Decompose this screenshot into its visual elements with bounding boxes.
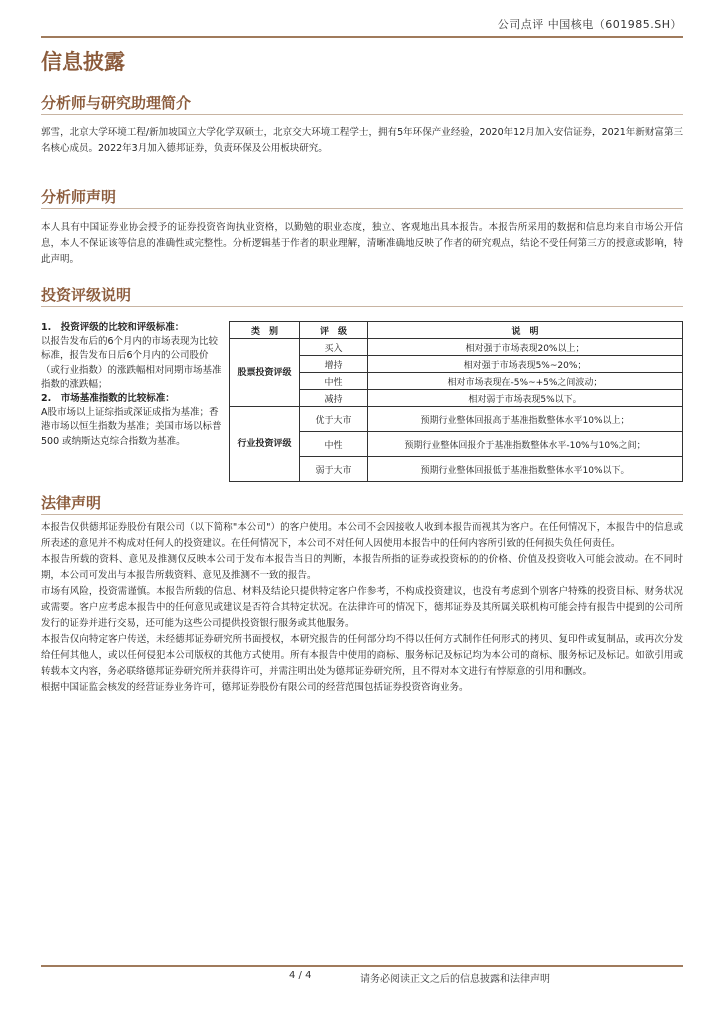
legal-section-divider [41, 514, 683, 515]
stock-rating-group: 股票投资评级 [230, 339, 300, 407]
rating-section-title: 投资评级说明 [41, 286, 132, 304]
rating-level: 优于大市 [300, 407, 368, 432]
footer-divider [41, 965, 683, 967]
legal-paragraph: 本报告所载的资料、意见及推测仅反映本公司于发布本报告当日的判断，本报告所指的证券或投资标的的价格、价值及投资收入可能会波动。在不同时期，本公司可发出与本报告所载资料、意见及推测不一致的报告。 [41, 554, 683, 581]
header-company-ticker: 公司点评 中国核电（601985.SH） [497, 18, 682, 31]
legal-section-title: 法律声明 [41, 494, 102, 512]
industry-rating-group: 行业投资评级 [230, 407, 300, 482]
rating-description: 相对强于市场表现5%~20%； [368, 356, 683, 373]
rating-level: 中性 [300, 373, 368, 390]
rating-criteria-heading-1: 1. 投资评级的比较和评级标准： [41, 322, 185, 333]
legal-paragraph: 本报告仅供德邦证券股份有限公司（以下简称"本公司"）的客户使用。本公司不会因接收人收到本报告而视其为客户。在任何情况下，本报告中的信息或所表述的意见并不构成对任何人的投资建议。在任何情况下，本公司不对任何人因使用本报告中的任何内容所引致的任何损失负任何责任。 [41, 522, 683, 549]
rating-description: 预期行业整体回报低于基准指数整体水平10%以下。 [368, 457, 683, 482]
rating-level: 弱于大市 [300, 457, 368, 482]
statement-section-title: 分析师声明 [41, 188, 117, 206]
rating-description: 预期行业整体回报高于基准指数整体水平10%以上； [368, 407, 683, 432]
legal-paragraph: 本报告仅向特定客户传送，未经德邦证券研究所书面授权，本研究报告的任何部分均不得以任何方式制作任何形式的拷贝、复印件或复制品，或再次分发给任何其他人，或以任何侵犯本公司版权的其他方式使用。所有本报告中使用的商标、服务标记及标记均为本公司的商标、服务标记及标记。如欲引用或转载本文内容，务必联络德邦证券研究所并获得许可，并需注明出处为德邦证券研究所，且不得对本文进行有悖原意的引用和删改。 [41, 634, 683, 677]
rating-description: 相对市场表现在-5%~+5%之间波动； [368, 373, 683, 390]
table-row [230, 407, 683, 432]
statement-section-divider [41, 208, 683, 209]
rating-criteria-text-2: A股市场以上证综指或深证成指为基准；香港市场以恒生指数为基准；美国市场以标普 500 或纳斯达克综合指数为基准。 [41, 407, 222, 447]
rating-criteria [41, 321, 227, 449]
rating-table-header: 评 级 [300, 322, 368, 339]
analyst-section-divider [41, 114, 683, 115]
rating-level: 买入 [300, 339, 368, 356]
legal-body [41, 520, 683, 696]
rating-table [229, 321, 683, 482]
rating-section-divider [41, 306, 683, 307]
rating-table-header: 类 别 [230, 322, 300, 339]
rating-level: 中性 [300, 432, 368, 457]
rating-criteria-text-1: 以报告发布后的6个月内的市场表现为比较标准，报告发布日后6个月内的公司股价（或行业指数）的涨跌幅相对同期市场基准指数的涨跌幅； [41, 336, 222, 390]
rating-description: 相对强于市场表现20%以上； [368, 339, 683, 356]
analyst-section-title: 分析师与研究助理简介 [41, 94, 192, 112]
rating-table-header: 说 明 [368, 322, 683, 339]
rating-description: 预期行业整体回报介于基准指数整体水平-10%与10%之间； [368, 432, 683, 457]
rating-table-header-row [230, 322, 683, 339]
rating-description: 相对弱于市场表现5%以下。 [368, 390, 683, 407]
rating-level: 增持 [300, 356, 368, 373]
analyst-bio: 郭雪，北京大学环境工程/新加坡国立大学化学双硕士，北京交大环境工程学士，拥有5年环保产业经验，2020年12月加入安信证券，2021年新财富第三名核心成员。2022年3月加入德邦证券，负责环保及公用板块研究。 [41, 127, 683, 154]
statement-body: 本人具有中国证券业协会授予的证券投资咨询执业资格，以勤勉的职业态度，独立、客观地出具本报告。本报告所采用的数据和信息均来自市场公开信息，本人不保证该等信息的准确性或完整性。分析逻辑基于作者的职业理解，清晰准确地反映了作者的研究观点，结论不受任何第三方的授意或影响，特此声明。 [41, 222, 683, 265]
page-number: 4 / 4 [289, 970, 312, 981]
table-row [230, 339, 683, 356]
rating-criteria-heading-2: 2. 市场基准指数的比较标准： [41, 393, 175, 405]
legal-paragraph: 根据中国证监会核发的经营证券业务许可，德邦证券股份有限公司的经营范围包括证券投资咨询业务。 [41, 682, 469, 693]
legal-paragraph: 市场有风险，投资需谨慎。本报告所载的信息、材料及结论只提供特定客户作参考，不构成投资建议，也没有考虑到个别客户特殊的投资目标、财务状况或需要。客户应考虑本报告中的任何意见或建议是否符合其特定状况。在法律许可的情况下，德邦证券及其所属关联机构可能会持有报告中提到的公司所发行的证券并进行交易，还可能为这些公司提供投资银行服务或其他服务。 [41, 586, 683, 629]
page-title: 信息披露 [41, 50, 125, 74]
footer-disclaimer: 请务必阅读正文之后的信息披露和法律声明 [360, 974, 550, 985]
header-divider [41, 36, 683, 38]
rating-level: 减持 [300, 390, 368, 407]
